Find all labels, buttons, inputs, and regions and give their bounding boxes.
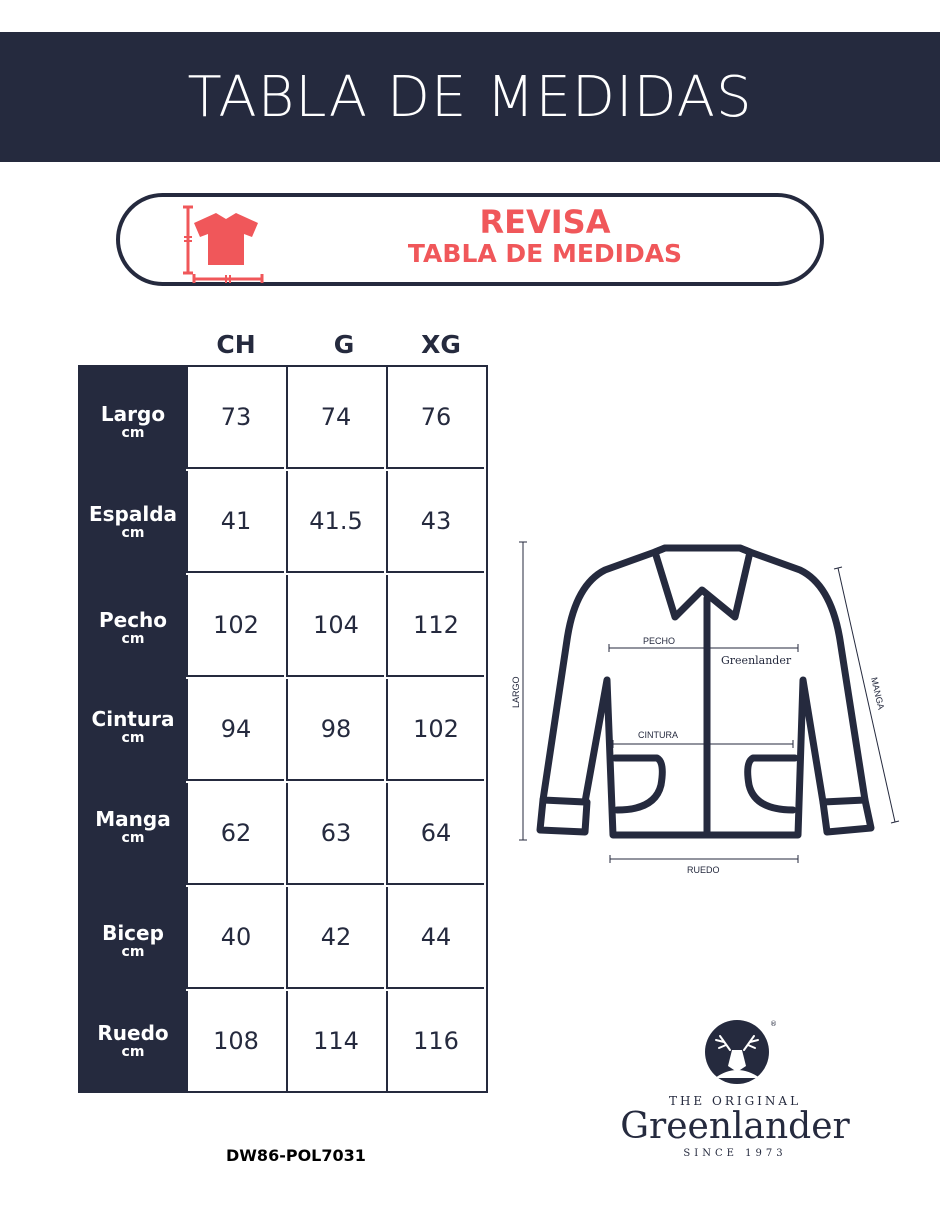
- table-cell: 102: [186, 575, 284, 677]
- diagram-label-cintura: CINTURA: [638, 730, 678, 740]
- row-label-largo: Largo cm: [100, 402, 166, 441]
- row-label-espalda: Espalda cm: [88, 502, 178, 541]
- deer-emblem-icon: [620, 1010, 850, 1090]
- size-table: [78, 365, 488, 1093]
- table-cell: 94: [186, 679, 284, 781]
- table-cell: 102: [386, 679, 484, 781]
- table-cell: 64: [386, 783, 484, 885]
- banner-subheading: TABLA DE MEDIDAS: [407, 239, 683, 268]
- row-label-pecho: Pecho cm: [98, 608, 168, 647]
- row-label-cintura: Cintura cm: [91, 707, 175, 746]
- banner-heading: REVISA: [479, 203, 611, 241]
- column-header-xg: XG: [421, 330, 461, 359]
- table-cell: 41: [186, 471, 284, 573]
- logo-since: SINCE 1973: [683, 1148, 787, 1159]
- table-cell: 108: [186, 991, 284, 1091]
- column-header-ch: CH: [216, 330, 256, 359]
- table-cell: 44: [386, 887, 484, 989]
- diagram-label-brand: Greenlander: [721, 654, 792, 667]
- table-cell: 114: [286, 991, 384, 1091]
- table-cell: 41.5: [286, 471, 384, 573]
- column-header-g: G: [333, 330, 355, 359]
- table-cell: 98: [286, 679, 384, 781]
- page-title: TABLA DE MEDIDAS: [187, 64, 753, 130]
- table-cell: 40: [186, 887, 284, 989]
- product-code: DW86-POL7031: [226, 1146, 366, 1165]
- size-values-grid: [186, 367, 486, 1091]
- header-bar: [0, 32, 940, 162]
- svg-text:®: ®: [770, 1020, 777, 1028]
- table-cell: 43: [386, 471, 484, 573]
- shirt-measure-icon: [182, 199, 272, 283]
- table-cell: 73: [186, 367, 284, 469]
- banner: [116, 193, 824, 286]
- table-cell: 76: [386, 367, 484, 469]
- table-cell: 42: [286, 887, 384, 989]
- brand-logo: [620, 1010, 850, 1170]
- table-cell: 62: [186, 783, 284, 885]
- table-cell: 74: [286, 367, 384, 469]
- row-labels: [80, 367, 186, 1091]
- diagram-label-largo: LARGO: [511, 676, 521, 708]
- table-cell: 63: [286, 783, 384, 885]
- diagram-label-manga: MANGA: [869, 676, 887, 711]
- logo-tagline: THE ORIGINAL: [668, 1094, 802, 1108]
- row-label-ruedo: Ruedo cm: [97, 1021, 169, 1060]
- jacket-diagram: [505, 530, 915, 880]
- logo-wordmark: Greenlander: [620, 1106, 850, 1147]
- row-label-bicep: Bicep cm: [102, 921, 164, 960]
- row-label-manga: Manga cm: [95, 807, 171, 846]
- banner-text: [340, 205, 750, 269]
- diagram-label-ruedo: RUEDO: [687, 865, 720, 875]
- table-cell: 112: [386, 575, 484, 677]
- table-cell: 104: [286, 575, 384, 677]
- diagram-label-pecho: PECHO: [643, 636, 676, 646]
- table-cell: 116: [386, 991, 484, 1091]
